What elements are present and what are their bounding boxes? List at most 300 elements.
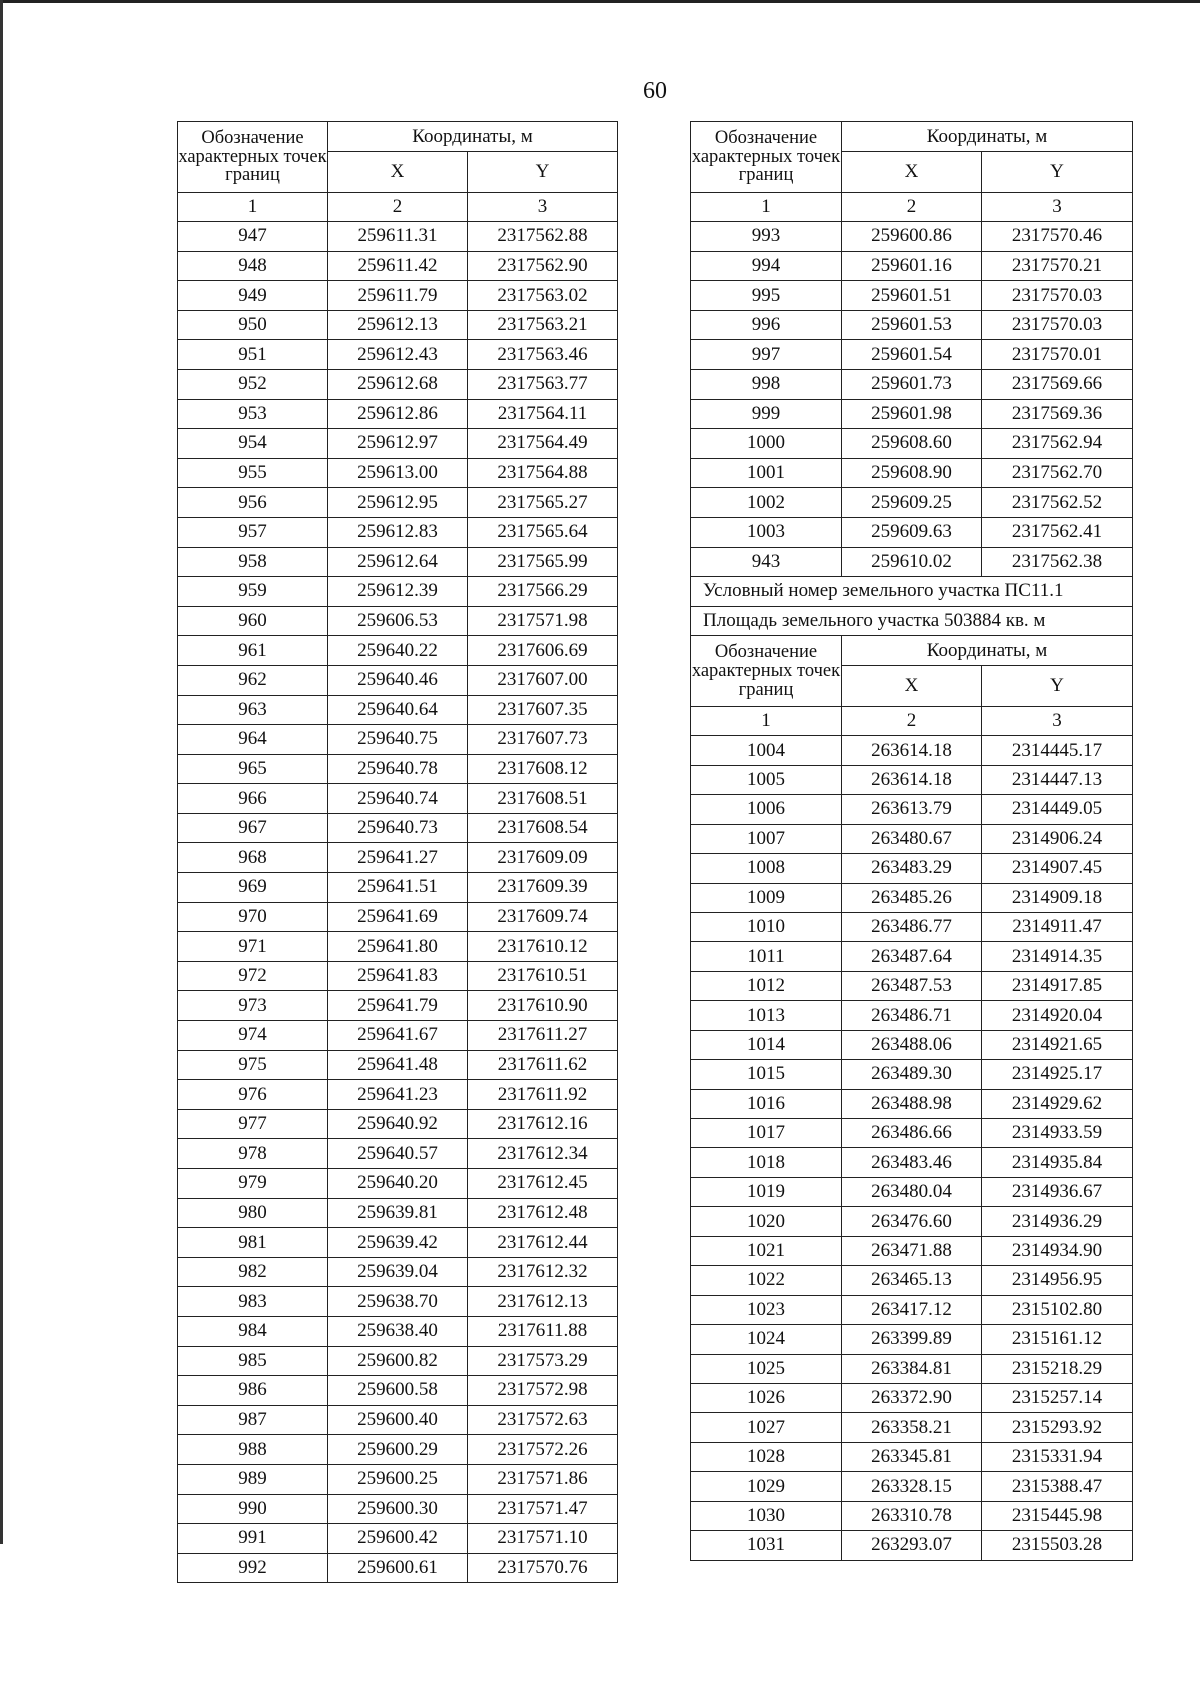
point-id-cell: 1014 [691,1030,842,1059]
x-coordinate-cell: 259639.81 [328,1198,468,1228]
y-coordinate-cell: 2317572.26 [468,1435,618,1465]
table-row [178,1109,618,1139]
coordinates-table-left [177,121,618,1583]
table-row [691,1236,1133,1265]
x-coordinate-cell: 259601.54 [842,340,982,370]
table-row [178,1139,618,1169]
table-row [178,665,618,695]
y-coordinate-cell: 2317562.88 [468,222,618,252]
y-coordinate-cell: 2317573.29 [468,1346,618,1376]
table-row [178,813,618,843]
table-row [691,1413,1133,1442]
y-coordinate-cell: 2314907.45 [982,854,1133,883]
point-id-cell: 993 [691,222,842,252]
table-row [691,854,1133,883]
x-coordinate-cell: 259641.69 [328,902,468,932]
point-id-cell: 983 [178,1287,328,1317]
table-row [178,340,618,370]
point-id-cell: 948 [178,251,328,281]
y-coordinate-cell: 2317565.64 [468,517,618,547]
x-coordinate-cell: 259600.61 [328,1553,468,1583]
point-id-cell: 1028 [691,1442,842,1471]
point-id-cell: 1001 [691,458,842,488]
point-id-cell: 1013 [691,1001,842,1030]
y-coordinate-cell: 2315102.80 [982,1295,1133,1324]
header-coordinates: Координаты, м [842,122,1133,152]
y-coordinate-cell: 2317609.74 [468,902,618,932]
y-coordinate-cell: 2315257.14 [982,1383,1133,1412]
y-coordinate-cell: 2317569.36 [982,399,1133,429]
table-row [178,1316,618,1346]
table-row [178,695,618,725]
table-row [178,429,618,459]
point-id-cell: 1017 [691,1119,842,1148]
table-row [691,1442,1133,1471]
point-id-cell: 977 [178,1109,328,1139]
y-coordinate-cell: 2317563.77 [468,369,618,399]
x-coordinate-cell: 259610.02 [842,547,982,577]
table-row [178,606,618,636]
table-row [178,1346,618,1376]
y-coordinate-cell: 2314917.85 [982,971,1133,1000]
table-row [691,971,1133,1000]
table-row [178,222,618,252]
x-coordinate-cell: 263372.90 [842,1383,982,1412]
point-id-cell: 963 [178,695,328,725]
point-id-cell: 1022 [691,1266,842,1295]
point-id-cell: 955 [178,458,328,488]
table-row [691,912,1133,941]
table-row [178,754,618,784]
y-coordinate-cell: 2317612.48 [468,1198,618,1228]
x-coordinate-cell: 259601.16 [842,251,982,281]
point-id-cell: 1018 [691,1148,842,1177]
table-row [178,1198,618,1228]
y-coordinate-cell: 2317608.12 [468,754,618,784]
table-row [691,1266,1133,1295]
y-coordinate-cell: 2317571.47 [468,1494,618,1524]
y-coordinate-cell: 2317571.98 [468,606,618,636]
table-row [691,458,1133,488]
table-row [691,222,1133,252]
point-id-cell: 984 [178,1316,328,1346]
table-row [691,1030,1133,1059]
point-id-cell: 1025 [691,1354,842,1383]
point-id-cell: 1023 [691,1295,842,1324]
x-coordinate-cell: 263614.18 [842,736,982,765]
x-coordinate-cell: 259640.78 [328,754,468,784]
x-coordinate-cell: 263358.21 [842,1413,982,1442]
y-coordinate-cell: 2314921.65 [982,1030,1133,1059]
x-coordinate-cell: 259639.04 [328,1257,468,1287]
point-id-cell: 950 [178,310,328,340]
table-row [178,784,618,814]
point-id-cell: 959 [178,577,328,607]
y-coordinate-cell: 2317612.32 [468,1257,618,1287]
x-coordinate-cell: 259608.60 [842,429,982,459]
table-row [691,1001,1133,1030]
table-row [691,399,1133,429]
point-id-cell: 1027 [691,1413,842,1442]
y-coordinate-cell: 2317609.09 [468,843,618,873]
y-coordinate-cell: 2317612.44 [468,1228,618,1258]
table-row [178,1376,618,1406]
point-id-cell: 951 [178,340,328,370]
table-row [178,1080,618,1110]
column-number: 2 [842,707,982,736]
y-coordinate-cell: 2317562.70 [982,458,1133,488]
x-coordinate-cell: 263487.64 [842,942,982,971]
header-y: Y [982,152,1133,193]
x-coordinate-cell: 263483.29 [842,854,982,883]
y-coordinate-cell: 2317562.41 [982,517,1133,547]
table-row [691,281,1133,311]
point-id-cell: 992 [178,1553,328,1583]
y-coordinate-cell: 2314445.17 [982,736,1133,765]
x-coordinate-cell: 263328.15 [842,1472,982,1501]
header-designation: Обозначение характерных точек границ [178,122,328,193]
table-row [691,488,1133,518]
header-designation: Обозначение характерных точек границ [691,122,842,193]
y-coordinate-cell: 2315503.28 [982,1531,1133,1560]
x-coordinate-cell: 259640.20 [328,1169,468,1199]
table-row [691,1501,1133,1530]
x-coordinate-cell: 259606.53 [328,606,468,636]
y-coordinate-cell: 2317564.88 [468,458,618,488]
point-id-cell: 982 [178,1257,328,1287]
header-x: X [842,666,982,707]
point-id-cell: 969 [178,873,328,903]
point-id-cell: 970 [178,902,328,932]
table-row [691,1295,1133,1324]
y-coordinate-cell: 2317611.92 [468,1080,618,1110]
y-coordinate-cell: 2317566.29 [468,577,618,607]
y-coordinate-cell: 2317570.01 [982,340,1133,370]
x-coordinate-cell: 259640.64 [328,695,468,725]
header-coordinates: Координаты, м [842,636,1133,666]
x-coordinate-cell: 263293.07 [842,1531,982,1560]
column-number: 3 [982,193,1133,222]
y-coordinate-cell: 2314934.90 [982,1236,1133,1265]
point-id-cell: 978 [178,1139,328,1169]
table-row [178,1287,618,1317]
table-row [178,251,618,281]
x-coordinate-cell: 259641.27 [328,843,468,873]
y-coordinate-cell: 2317570.21 [982,251,1133,281]
table-row [178,458,618,488]
x-coordinate-cell: 259640.57 [328,1139,468,1169]
x-coordinate-cell: 259640.92 [328,1109,468,1139]
table-row [691,517,1133,547]
table-row [178,991,618,1021]
table-row [691,1354,1133,1383]
x-coordinate-cell: 259612.64 [328,547,468,577]
x-coordinate-cell: 259611.79 [328,281,468,311]
y-coordinate-cell: 2314449.05 [982,795,1133,824]
x-coordinate-cell: 259609.63 [842,517,982,547]
x-coordinate-cell: 259640.74 [328,784,468,814]
point-id-cell: 1003 [691,517,842,547]
x-coordinate-cell: 263476.60 [842,1207,982,1236]
y-coordinate-cell: 2317607.35 [468,695,618,725]
point-id-cell: 1004 [691,736,842,765]
y-coordinate-cell: 2317607.00 [468,665,618,695]
point-id-cell: 972 [178,961,328,991]
point-id-cell: 1030 [691,1501,842,1530]
y-coordinate-cell: 2315293.92 [982,1413,1133,1442]
x-coordinate-cell: 259611.42 [328,251,468,281]
y-coordinate-cell: 2317572.98 [468,1376,618,1406]
x-coordinate-cell: 259612.68 [328,369,468,399]
x-coordinate-cell: 259639.42 [328,1228,468,1258]
y-coordinate-cell: 2315331.94 [982,1442,1133,1471]
y-coordinate-cell: 2317562.90 [468,251,618,281]
point-id-cell: 1011 [691,942,842,971]
table-row [691,369,1133,399]
table-row [178,1228,618,1258]
x-coordinate-cell: 263613.79 [842,795,982,824]
x-coordinate-cell: 259612.13 [328,310,468,340]
table-row [178,1435,618,1465]
table-row [178,1464,618,1494]
x-coordinate-cell: 259640.22 [328,636,468,666]
x-coordinate-cell: 259601.73 [842,369,982,399]
point-id-cell: 994 [691,251,842,281]
x-coordinate-cell: 263486.66 [842,1119,982,1148]
table-row [178,488,618,518]
y-coordinate-cell: 2317609.39 [468,873,618,903]
header-coordinates: Координаты, м [328,122,618,152]
point-id-cell: 1024 [691,1325,842,1354]
y-coordinate-cell: 2317572.63 [468,1405,618,1435]
table-row [691,429,1133,459]
table-row [691,795,1133,824]
table-row [178,1050,618,1080]
point-id-cell: 953 [178,399,328,429]
x-coordinate-cell: 259600.40 [328,1405,468,1435]
x-coordinate-cell: 259612.43 [328,340,468,370]
table-row [178,547,618,577]
point-id-cell: 1002 [691,488,842,518]
header-y: Y [468,152,618,193]
x-coordinate-cell: 259601.98 [842,399,982,429]
header-x: X [842,152,982,193]
x-coordinate-cell: 259641.48 [328,1050,468,1080]
table-row [178,725,618,755]
column-number: 2 [328,193,468,222]
x-coordinate-cell: 259612.83 [328,517,468,547]
point-id-cell: 1010 [691,912,842,941]
parcel-number: Условный номер земельного участка ПС11.1 [691,577,1133,607]
point-id-cell: 1021 [691,1236,842,1265]
y-coordinate-cell: 2317612.16 [468,1109,618,1139]
y-coordinate-cell: 2317611.62 [468,1050,618,1080]
column-number: 1 [178,193,328,222]
point-id-cell: 995 [691,281,842,311]
x-coordinate-cell: 259612.39 [328,577,468,607]
y-coordinate-cell: 2314925.17 [982,1060,1133,1089]
y-coordinate-cell: 2317564.49 [468,429,618,459]
point-id-cell: 976 [178,1080,328,1110]
page-number: 60 [643,78,667,104]
x-coordinate-cell: 263489.30 [842,1060,982,1089]
x-coordinate-cell: 263485.26 [842,883,982,912]
point-id-cell: 988 [178,1435,328,1465]
parcel-area: Площадь земельного участка 503884 кв. м [691,606,1133,636]
top-border-line [0,0,1200,3]
point-id-cell: 981 [178,1228,328,1258]
point-id-cell: 1029 [691,1472,842,1501]
column-number: 1 [691,707,842,736]
y-coordinate-cell: 2317612.34 [468,1139,618,1169]
x-coordinate-cell: 259612.95 [328,488,468,518]
x-coordinate-cell: 259600.58 [328,1376,468,1406]
y-coordinate-cell: 2314936.67 [982,1177,1133,1206]
point-id-cell: 964 [178,725,328,755]
y-coordinate-cell: 2314936.29 [982,1207,1133,1236]
y-coordinate-cell: 2317570.03 [982,310,1133,340]
table-row [691,1531,1133,1560]
point-id-cell: 1009 [691,883,842,912]
x-coordinate-cell: 263480.67 [842,824,982,853]
x-coordinate-cell: 259641.83 [328,961,468,991]
y-coordinate-cell: 2317565.27 [468,488,618,518]
x-coordinate-cell: 259609.25 [842,488,982,518]
y-coordinate-cell: 2317612.45 [468,1169,618,1199]
y-coordinate-cell: 2317563.21 [468,310,618,340]
x-coordinate-cell: 259638.40 [328,1316,468,1346]
point-id-cell: 966 [178,784,328,814]
x-coordinate-cell: 259640.75 [328,725,468,755]
table-row [178,577,618,607]
table-row [178,1021,618,1051]
table-row [178,1257,618,1287]
point-id-cell: 987 [178,1405,328,1435]
x-coordinate-cell: 259600.82 [328,1346,468,1376]
x-coordinate-cell: 263310.78 [842,1501,982,1530]
x-coordinate-cell: 259600.86 [842,222,982,252]
point-id-cell: 1031 [691,1531,842,1560]
y-coordinate-cell: 2315445.98 [982,1501,1133,1530]
point-id-cell: 956 [178,488,328,518]
x-coordinate-cell: 259640.46 [328,665,468,695]
y-coordinate-cell: 2314933.59 [982,1119,1133,1148]
x-coordinate-cell: 259641.79 [328,991,468,1021]
header-y: Y [982,666,1133,707]
point-id-cell: 990 [178,1494,328,1524]
y-coordinate-cell: 2317562.38 [982,547,1133,577]
x-coordinate-cell: 263486.77 [842,912,982,941]
x-coordinate-cell: 259638.70 [328,1287,468,1317]
table-row [691,1060,1133,1089]
table-row [691,1148,1133,1177]
point-id-cell: 947 [178,222,328,252]
table-row [178,1553,618,1583]
table-row [691,1119,1133,1148]
table-row [178,399,618,429]
point-id-cell: 1012 [691,971,842,1000]
point-id-cell: 960 [178,606,328,636]
table-row [178,932,618,962]
x-coordinate-cell: 259612.97 [328,429,468,459]
x-coordinate-cell: 263488.98 [842,1089,982,1118]
point-id-cell: 958 [178,547,328,577]
point-id-cell: 975 [178,1050,328,1080]
point-id-cell: 1020 [691,1207,842,1236]
x-coordinate-cell: 263480.04 [842,1177,982,1206]
x-coordinate-cell: 259600.25 [328,1464,468,1494]
y-coordinate-cell: 2314447.13 [982,765,1133,794]
x-coordinate-cell: 259611.31 [328,222,468,252]
table-row [691,942,1133,971]
table-row [691,340,1133,370]
y-coordinate-cell: 2317565.99 [468,547,618,577]
y-coordinate-cell: 2317610.12 [468,932,618,962]
y-coordinate-cell: 2314929.62 [982,1089,1133,1118]
y-coordinate-cell: 2314935.84 [982,1148,1133,1177]
x-coordinate-cell: 263488.06 [842,1030,982,1059]
y-coordinate-cell: 2317563.02 [468,281,618,311]
x-coordinate-cell: 263417.12 [842,1295,982,1324]
x-coordinate-cell: 259641.51 [328,873,468,903]
table-row [691,824,1133,853]
y-coordinate-cell: 2315388.47 [982,1472,1133,1501]
header-x: X [328,152,468,193]
point-id-cell: 952 [178,369,328,399]
x-coordinate-cell: 263471.88 [842,1236,982,1265]
x-coordinate-cell: 259641.67 [328,1021,468,1051]
x-coordinate-cell: 259601.51 [842,281,982,311]
header-designation: Обозначение характерных точек границ [691,636,842,707]
left-border-line [0,0,3,1544]
y-coordinate-cell: 2314914.35 [982,942,1133,971]
point-id-cell: 980 [178,1198,328,1228]
x-coordinate-cell: 259641.80 [328,932,468,962]
y-coordinate-cell: 2317571.10 [468,1524,618,1554]
table-row [691,765,1133,794]
table-row [178,873,618,903]
point-id-cell: 997 [691,340,842,370]
x-coordinate-cell: 259601.53 [842,310,982,340]
point-id-cell: 949 [178,281,328,311]
y-coordinate-cell: 2317570.46 [982,222,1133,252]
x-coordinate-cell: 263399.89 [842,1325,982,1354]
y-coordinate-cell: 2317610.51 [468,961,618,991]
x-coordinate-cell: 259608.90 [842,458,982,488]
y-coordinate-cell: 2317612.13 [468,1287,618,1317]
table-row [178,517,618,547]
x-coordinate-cell: 259600.42 [328,1524,468,1554]
table-row [691,1383,1133,1412]
x-coordinate-cell: 263487.53 [842,971,982,1000]
y-coordinate-cell: 2317564.11 [468,399,618,429]
x-coordinate-cell: 263384.81 [842,1354,982,1383]
y-coordinate-cell: 2314909.18 [982,883,1133,912]
x-coordinate-cell: 263345.81 [842,1442,982,1471]
point-id-cell: 967 [178,813,328,843]
point-id-cell: 1019 [691,1177,842,1206]
point-id-cell: 991 [178,1524,328,1554]
point-id-cell: 1026 [691,1383,842,1412]
y-coordinate-cell: 2317608.54 [468,813,618,843]
point-id-cell: 954 [178,429,328,459]
point-id-cell: 961 [178,636,328,666]
point-id-cell: 1000 [691,429,842,459]
point-id-cell: 968 [178,843,328,873]
y-coordinate-cell: 2315161.12 [982,1325,1133,1354]
y-coordinate-cell: 2317569.66 [982,369,1133,399]
point-id-cell: 973 [178,991,328,1021]
